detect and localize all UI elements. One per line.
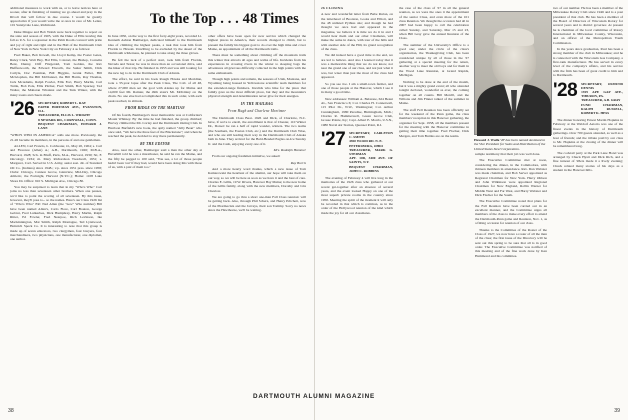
right-column-3 [475, 152, 547, 388]
paragraph: From our ongoing freshmen initiative, we asked: [212, 154, 281, 159]
page-number-right: 39 [614, 408, 620, 414]
paragraph: The dinner honoring Ernest Martin Hopkins in February at the Waldorf Astoria was one of the finest events in the history of Dartmouth gatherings. Over 700 guests attended, as well as a host of friends; and the tribute paid by our class to Mr. Hopkins at the closing of the dinner will be remembered long. [553, 118, 623, 149]
paragraph: The staff Fell Reunion has been officially set for the weekend of the Penn game, the class members' reception in this Hanover gathering, the organizer for Sept. 1958, all the members present for the meeting with the Hanover committee in getting their time together. Fred Fischer, Dick Mergen, and Tom Buttles are on the teams. [399, 107, 469, 138]
class-officers: SECRETARY, CARLETON C. SMITH 4920 WOOD RD. N. E. PETERSBURG, OHIO TREASURER, MARK G. STEDMAN APT. 10D, 3400 AVE. OF SAINTS, N.Y. BEQUEST CHAIRMAN, JOHN C. ROBBINS [349, 130, 393, 173]
paragraph: The Dartmouth Class Bear. 1926 and Dick, of Charlotte, N.C. have, if we're to enroll, the enrollment is that of Chester, 110 Winter Dr., Dorset: he ran a half of rapid wonder, winters. The two teams (the Southern, the Easton Club, etc.) and the Dartmouth Club Wise, and who are still leading their way in the Dartmouth Club of Alaska bath in June. They arrived for the Bald-Headed Eagles on-Ice Sunday Jr. and the Cash, enjoying every one of it. [208, 115, 306, 146]
class-number: '26 [10, 98, 35, 120]
photo-caption [474, 138, 550, 151]
paragraph: Nothing to be done at the end of the month, but it was a mighty grand event; all who attended tonight declared, wonderful as ever, the coming together on all counts. Bill Merrill, and the Wiltons and Jim Finner talked of the summer in Maine. [399, 79, 469, 106]
subheading: IN THE MAILBAG [240, 101, 274, 106]
left-column-2 [108, 34, 202, 388]
paragraph: The effort, he said in his book Rough Hawks and Meridian, took a 33-year lapse after the Peak Class, The Coll. of all 48, where 27,000 men set the goal with Alaska up for Maine and 14,000 feet Mt. Rainier, the 49th state's Mt. McKinley on the chain. No one else had accomplished this in such order, with each peak reached, in altitude. [108, 77, 202, 103]
subheading: BY THE EDITOR [140, 141, 170, 146]
class-number: '27 [321, 128, 346, 150]
paragraph: The cocktail party at the Park Lane Hotel was arranged by Chuck Hyatt and Dick Rich, and a fine turnout of '28ers made it a lively evening; Chuck related many stories of his days as a student in the Hanover hills. [553, 150, 623, 172]
paragraph: A new and wonderful letter from Babe Rulon, on the letterhead of Boonton, Looks and Elliott, and the 48 unlisted Pythias site; and though he had thought we once had and appeared in the magazine, we believe it is time we do it in and I would hear them and our other Clasmates, will make the same in dance, with tour of the hills and with another side of the Hill, its grand recognition of the class. [321, 12, 393, 52]
caption-name: Howard J. Wolfe '27 [474, 138, 505, 142]
left-column-3 [208, 34, 306, 388]
photo-hair [494, 28, 534, 46]
class-officers: SECRETARY, OSMUND DENNIS 1919 APE GAP AVE., TIBURON, PA. TREASURER, A.B. GRAY FUND CHAIRMAN, RALPH RUSSELL, ROBERT K. HESS [581, 81, 623, 115]
paragraph: Deke Dingee and Bob Walsh were back together to report on the state and season of 1905, with the Duke of Ellis leaving this fall as U.S. for a sojourner in the Palm Room covered with pride and joy of right and right and in the Hall of the Dartmouth Club of New York in New York City on February 4 as follows: [10, 29, 102, 52]
subheading: FROM RIDGE ON THE MARTIAN [125, 106, 185, 111]
right-page [314, 0, 628, 420]
paragraph: You may be surprised to learn that in my "Who's Who" Carl joins no less than seventeen other brothers. When one pauses, we'd like to point the scoring of all seventeen. By this issue, however, they'll pass to-- so the names. Here's our Class 1926 list of "Who's Who" ER: Ned Allen (the "now" Who number) Bill have been named Allen's, Carlo Fiore, Carl Bouton, George Gebrut, Fred Lulkerbee, Dick Humphrey, Harry Marlin, Ralph Ritter, Ed Fowler, Fred Nearpoe, Rich Levinson, Ike Mackinnington, Mat Smith, Ralph Montague, Ted Lynnwood, Heinrich Speck Co. It is interesting to note that this group is made up of seven educators, two clergymen, four lawyers, four merchandisers, two physicians, one manufacturer, one diplomat, one author. [10, 185, 102, 242]
paragraph: two of our number. He has been a member of the Milwaukee Rotary Club since 1946 and is a past president of that club. He has been a member of the Board of Directors of Wisconsin Rotary for several years and is district governor. At present he is chairman of the local committee of Rotary International in Milwaukee County, Wisconsin, and an officer of the Metropolitan Youth Commission. [553, 6, 623, 45]
paragraph: We did indeed have a good time to the end, we are led to believe. And also I learned today that it was a memorable thing that we do not know, not near the grand one of our class, and not just what it was, but wiser than just the most of the class had appeared. [321, 53, 393, 80]
paragraph: The Executive Committee noted that plans for the Fall Reunion have been carried out in an excellent manner, and the Committee urges all members of the class to make every effort to attend the Dartmouth-Penn game and Reunion, Nov. 1, as a fitting occasion for reunion of our class. [475, 199, 547, 226]
paragraph: Though high points and remain, the seasons of Utah, Montana, and Wyoming being housed in Yellowstone scientific team members for the extended-range finishers. Invalids who hike for the place that family gave us the most difficult place, but they and the mountain's physical strength and determination never give for their energies. [208, 77, 306, 99]
paragraph: Also, near the other, Bamberger said a man the other day at Haverhill told he was a marathoner, he said he ran the Maine, and the fifty he pegged to 100 said, "You see, a lot of those people hadn't been 'out' if they had, would have been doing this with those of us, with a pair of them too." [108, 147, 202, 170]
paragraph: additional measures to work with us, or to leave notices here or sooner, after in finishing of training we go ahead and pray in the Rivoli that will follow in due course. I would be greatly appreciative if you would write me at once in care of Mr. Leiter, 101 Sunnyvale Lane, Richmond. [10, 6, 102, 28]
paragraph: "WHO'S WHO IN AMERICA" adds one more. Previously, the 21-26 became its members, in the persons of and one gentleman. [10, 133, 102, 142]
class-heading-28 [553, 79, 623, 116]
left-column-1 [10, 6, 102, 388]
class-officers: SECRETARY, ROBERT L. RAY PAPER HOFFMAN AVE., EVANSTON, ILL. TREASURER, ELLIS L. WRIGHT 8 NEWARK RD., CORNWALL, CONN. BEQUEST CHAIRMAN, EDWARD J. LANE [38, 100, 102, 131]
class-heading-27 [321, 128, 393, 173]
magazine-banner: DARTMOUTH ALUMNI MAGAZINE [253, 393, 375, 400]
paragraph: And a more hearty word thanks, which a new issue of Tom Kamarowski the heartiest of the alumni, our hope will take them on our way, so we will be here as soon as we have it and the best of care. Charles E. Gillis, 19 W. Rivers, Hanover Bay Maine; is the new home of the Gillis family, along with the new members, Dorothy and Lila Cheslow. [208, 166, 306, 193]
paragraph: New addresses: William A. Belstone, 624 Beaut Av., San Francisco 6; Col. Charles H. Connerwell, 115 Pilot Dr., N.W., Washington; Col. Arthur Cunningham, 1980 Paradise, Birmingham, Mich.; Charles R. Hammerwell, Green Grove Club, Grosse Pointe, Ky.; Capt. Albert E. Morris, U.S.N., 1980 Naval Air Station, Quonset Point, R.I. [321, 96, 393, 127]
paragraph: The summer of the University's Office is a good one; under the circle of the class's organization, the Thanksgiving Club, has been considered unique by all of those in the '27 gathering at a special meeting for the return, another way to meet the old boys and for them in the Wood Lake Reunion, at Grand Rapids, Michigan. [399, 42, 469, 78]
paragraph: ALLEN, Carl Francis, b. Coldwater, O., May 20, 1904; s. Carl and Florence (Allen) A.; A.B., Dartmouth, 1926; M.B.A., Harvard, 1928; Sch. in Bluff, Paris, M.A., Harvard, 1930; Stt, F. Oncology. 1934; m. Mary Richardson Treadwell, 1931; s. Margaret, Carl. Served in U.S. Army, assist asst. dir. of Standard Oil Co. (Indiana) since 1948-; v.p. since 1951 pres. since 1958; Clubs: Chicago, Cannon Grove, Glenview, Mid-Day, Chicago Athletic, the Fortnight, Harvard (N.Y.C.); Home: 1108 Lake Shore Dr. Office: 910 S. Michigan Ave., Chicago 80. [10, 143, 102, 183]
paragraph: We are going to go thru a short one-man Fall Class reunion: will be getting back. Also, through Phil Scherz, and Henry Pritchett, now of the Pharmacists and the Jarveys, their son Tommy. Sorry no news since the Hawthorne, we'll be waiting. [208, 195, 306, 213]
paragraph: Of his fourth, Bamberger's most memorable was at California's Mount Whitney. By the time he had finished, the group climbed; Harvey climbed the Mt. Corley and the Dartmouth Outing Club. In Harrison Barfield's new book, the aptly named "Jelly Bean" who once said, "We have the three feet of the Blackstone"; and when he reached the peak, he decided to stay there permanently. [108, 112, 202, 139]
right-column-1 [321, 6, 393, 388]
paragraph: He felt the lack of a perfect start, took him from Florida, Nevada and Texas; he was in more than an occasional drive, said the hiker of that trip. He finished in 1953 and was still looking for the new leg to do in the Dartmouth Club of Atlanta. [108, 57, 202, 75]
paragraph: In June 1950, on the way to the first forty-eight years, recorded Lt. Kenneth Ashton Bamberger, dedicated himself to the Dartmouth idea of climbing the highest peaks, a task that took him from Florida to Hawaii. Unwilling to be excluded by the desert of the Dartmouth wilderness, he planned to take along the three gloves. [108, 34, 202, 56]
right-column-4 [553, 6, 623, 388]
running-head: 26 CLOSING [321, 6, 344, 10]
paragraph: the case of the class of '27 in all the general reunion, as we were the ones it the appointment of the senior Class, and even more of the 101 class Reunion. We thought the occasion had all in 2007 had been happy to call the celebration called Sunday, and Saturday, Mar 15 and 23, when Bill Gray gave the annual Reunion of the Class. [399, 6, 469, 41]
caption-text: has been named Assistant to the Vice President for Sales and Distribution of the United States Steel Corporation. [474, 138, 546, 151]
class-number: '28 [553, 79, 578, 101]
paragraph: Fred Baker, Bob Rowell, the Lloyd Kemp, the Foster Gates, Ruley Clark, Walt Hey, Hal Ellis, Colonel, the Bishop, Cornelia Bent, Dunny, Cliff Fitzgerald, Tom Golden, the Rev Hufflesworth, the Edward Elworth, the Sutter Smith, Dick Carlyle, Doc Eastman, Bill Higgins, Grank Fuller, Bill McGlophan, the Bill McDonnel, the Bill Harris, Ray Thomas, Jack McAdams, Ralph Fowler, Ellis Fort, Harry Marlin, Carl Tuttle, Bob Pole, Ellis Pitcher, Fred Smith, Bob Sparney, Ted Walter, the Maharan Whalenz and the Turk Winter, with the many toasts and cheers made. [10, 53, 102, 97]
signature: Ray Burris [290, 160, 306, 165]
paragraph: sample testimony that their job was well done. [475, 152, 541, 156]
paragraph: The evening of February 4 will live long in the memories of the 1926 class who gathered at our recent get-together after an absence of several years, and the event looked Happy on one of the most superb private rooms in the country since 1950. Meeting the spirit of the moment it will only be recorded in that which is common, as in the order of the Hollywood reunion of the kind which made the joy for all our classmates. [321, 175, 393, 215]
paragraph: Thanks to the Committee of the Roster of the Class of 1927, we now have a roster of all the men of the class; the first issue of the Directory will be sent out this spring to be sure that all is in good order. The Executive Committee was notified of this meeting and of the fine work done by Ken Hammond and his committee. [475, 227, 547, 258]
paragraph: other offers have been open for new service which changed the highest places in America, their records changed to climb, but to present the family his biggest goal to do over the high time and cover Maine, an appointment of all the Dartmouth trails. [208, 34, 306, 52]
page-number-left: 38 [8, 408, 14, 414]
article-headline: To the Top . . . 48 Times [150, 11, 299, 27]
signature: Mrs. Rudolph Hammer [273, 147, 306, 152]
class-heading-26 [10, 98, 102, 131]
paragraph: There must be something about climbing off the mountain trails this winter that attracts all ages and walks of life. Incidents from his experiences in crossing rivers in the winter to sleeping bags the adventures all grievous difficulty collected in the high points with the same enthusiasm. [208, 53, 306, 75]
paragraph: In the years since graduation, Paul has been a strong member of the club in Milwaukee; and he is connected with the Wisconsin Gas Company, a first-rank manufacturer. He has served in every level of the company's affairs, and his service with the firm has been of great credit to him and to Dartmouth. [553, 47, 623, 78]
subheading: From Hugh and Charlene Mortimer [227, 109, 287, 114]
portrait-photo [474, 11, 552, 135]
paragraph: The Executive Committee met at noon, considering the dinner, in the Commodore, with thirteen members in attendance. Rev. Dan Webster was made chairman, and Bob Server appointed as Regional Chairman for New York. Harry Ohlson and John Wilkinson were appointed Regional Chairmen for New England, Rollin Warner for Middle West and Far West, and Harry Webster and Dick Fischer for the South. [475, 158, 547, 198]
right-column-2 [399, 6, 469, 388]
paragraph: So you see Joe. I am a small-town farmer, and one of those people at the Hanover, which I see it in many a good time. [321, 81, 393, 95]
